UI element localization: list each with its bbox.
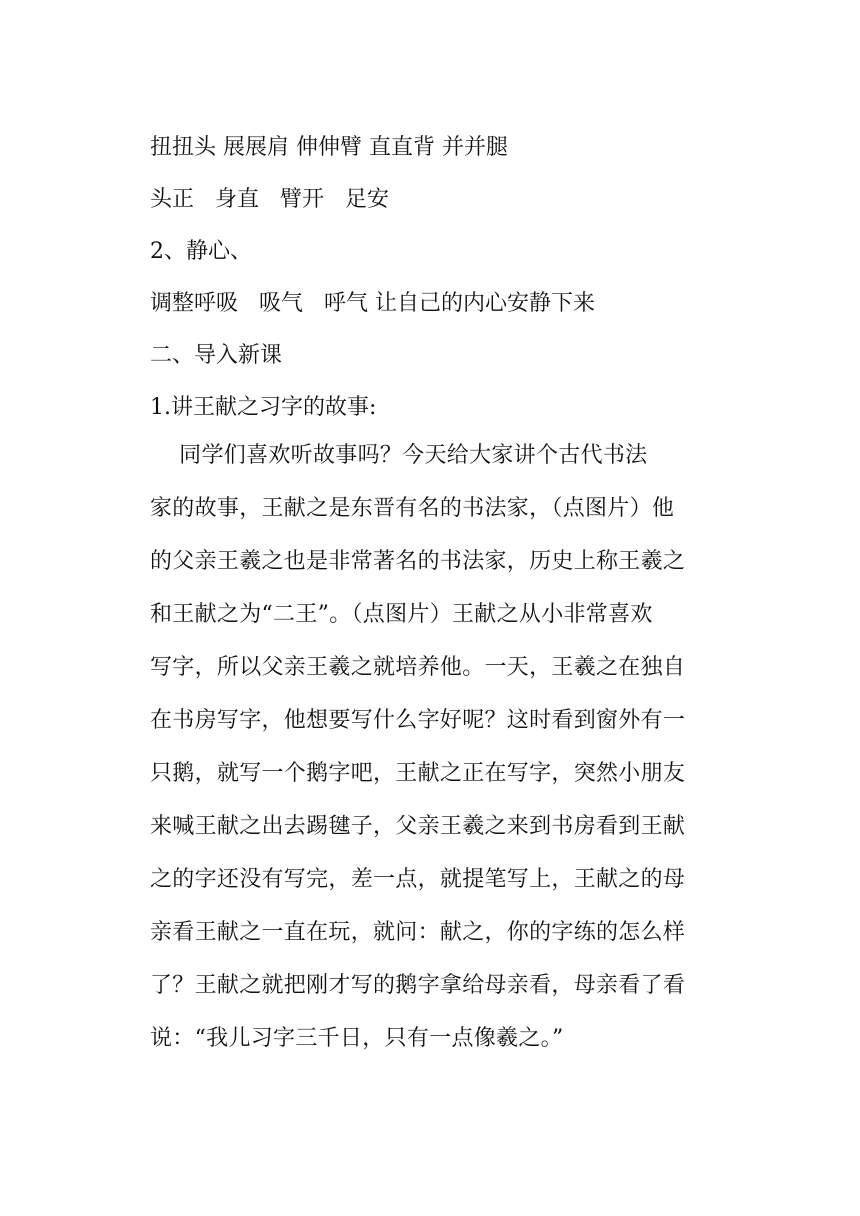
story-line: 在书房写字，他想要写什么字好呢？这时看到窗外有一 (150, 708, 686, 733)
story-line: 写字，所以父亲王羲之就培养他。一天，王羲之在独自 (150, 655, 686, 680)
section-heading-intro: 二、导入新课 (150, 343, 283, 368)
warmup-instructions-line: 扭扭头 展展肩 伸伸臂 直直背 并并腿 (150, 135, 508, 160)
story-line: 同学们喜欢听故事吗？今天给大家讲个古代书法 (150, 443, 648, 468)
section-heading-calm: 2、静心、 (150, 239, 252, 264)
story-line: 只鹅，就写一个鹅字吧，王献之正在写字，突然小朋友 (150, 761, 686, 786)
story-line: 说：“我儿习字三千日，只有一点像羲之。” (150, 1026, 564, 1051)
posture-line: 头正 身直 臂开 足安 (150, 187, 389, 212)
story-line: 之的字还没有写完，差一点，就提笔写上，王献之的母 (150, 867, 686, 892)
breathing-line: 调整呼吸 吸气 呼气 让自己的内心安静下来 (150, 291, 595, 316)
story-line: 亲看王献之一直在玩，就问：献之，你的字练的怎么样 (150, 920, 686, 945)
story-line: 了？王献之就把刚才写的鹅字拿给母亲看，母亲看了看 (150, 973, 686, 998)
story-line: 家的故事，王献之是东晋有名的书法家，（点图片）他 (150, 496, 675, 521)
story-line: 的父亲王羲之也是非常著名的书法家，历史上称王羲之 (150, 549, 686, 574)
story-heading: 1.讲王献之习字的故事: (150, 395, 377, 420)
story-paragraph (150, 441, 712, 1077)
story-line: 来喊王献之出去踢毽子，父亲王羲之来到书房看到王献 (150, 814, 686, 839)
story-line: 和王献之为“二王”。（点图片）王献之从小非常喜欢 (150, 602, 653, 627)
